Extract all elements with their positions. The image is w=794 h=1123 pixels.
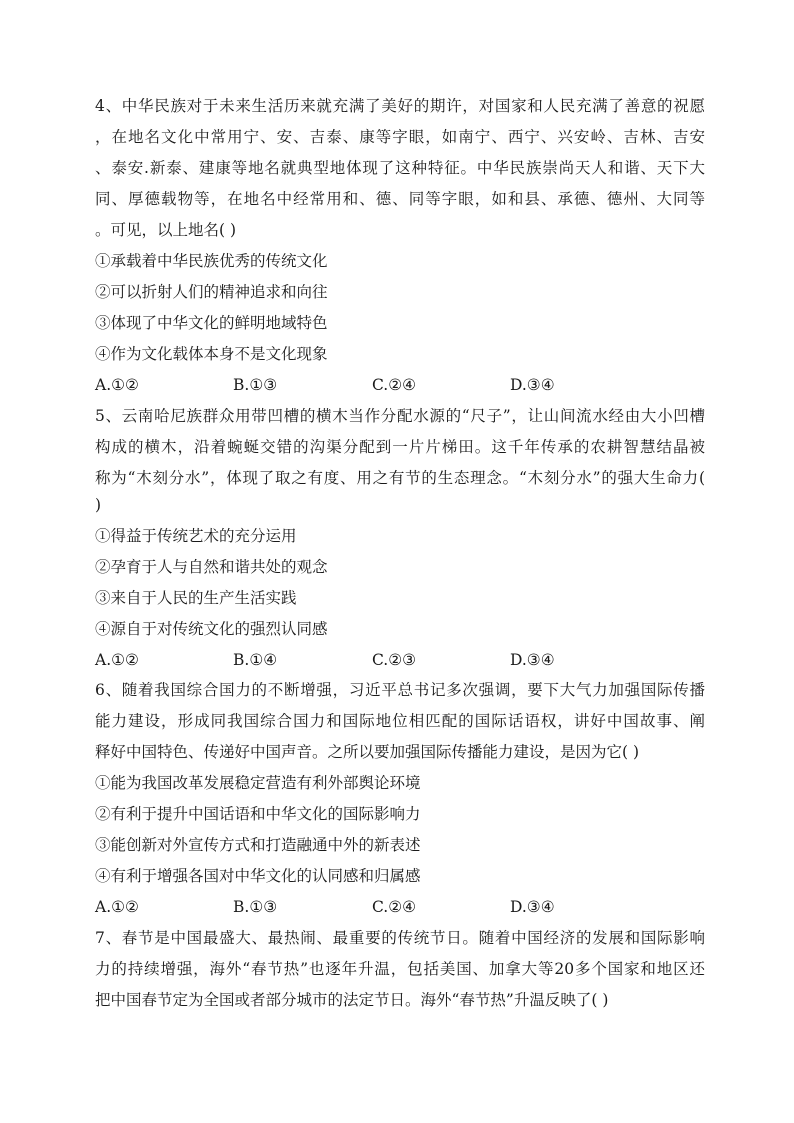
choice-d: D.③④ — [510, 898, 555, 916]
question-4-stem-line-1: 4、中华民族对于未来生活历来就充满了美好的期许，对国家和人民充满了善意的祝愿 — [95, 97, 705, 115]
question-4-option-2: ②可以折射人们的精神追求和向往 — [95, 283, 328, 301]
question-5-stem-line-4: ) — [95, 496, 102, 514]
question-6-option-1: ①能为我国改革发展稳定营造有利外部舆论环境 — [95, 774, 421, 792]
question-5-stem-line-2: 构成的横木，沿着蜿蜒交错的沟渠分配到一片片梯田。这千年传承的农耕智慧结晶被 — [95, 438, 705, 456]
choice-d: D.③④ — [510, 376, 555, 394]
question-4-stem-line-4: 同、厚德载物等，在地名中经常用和、德、同等字眼，如和县、承德、德州、大同等 — [95, 190, 705, 208]
question-4-option-4: ④作为文化载体本身不是文化现象 — [95, 345, 328, 363]
choice-a: A.①② — [95, 898, 139, 916]
question-5-choices — [95, 650, 705, 670]
choice-b: B.①③ — [233, 898, 278, 916]
question-6-choices — [95, 897, 705, 917]
choice-b: B.①③ — [233, 376, 278, 394]
question-6-option-3: ③能创新对外宣传方式和打造融通中外的新表述 — [95, 836, 421, 854]
question-5-option-1: ①得益于传统艺术的充分运用 — [95, 527, 297, 545]
question-4-stem-line-5: 。可见，以上地名( ) — [95, 221, 237, 239]
choice-b: B.①④ — [233, 651, 278, 669]
question-7-stem-line-1: 7、春节是中国最盛大、最热闹、最重要的传统节日。随着中国经济的发展和国际影响 — [95, 929, 705, 947]
question-4-choices — [95, 375, 705, 395]
question-4-stem-line-2: ，在地名文化中常用宁、安、吉泰、康等字眼，如南宁、西宁、兴安岭、吉林、吉安 — [95, 128, 705, 146]
question-5-option-2: ②孕育于人与自然和谐共处的观念 — [95, 558, 328, 576]
question-6-option-2: ②有利于提升中国话语和中华文化的国际影响力 — [95, 805, 421, 823]
question-5-option-4: ④源自于对传统文化的强烈认同感 — [95, 620, 328, 638]
question-5-option-3: ③来自于人民的生产生活实践 — [95, 589, 297, 607]
question-5-stem-line-1: 5、云南哈尼族群众用带凹槽的横木当作分配水源的“尺子”，让山间流水经由大小凹槽 — [95, 407, 705, 425]
question-4-option-3: ③体现了中华文化的鲜明地域特色 — [95, 314, 328, 332]
choice-c: C.②④ — [372, 376, 417, 394]
choice-a: A.①② — [95, 651, 139, 669]
question-7-stem-line-3: 把中国春节定为全国或者部分城市的法定节日。海外“春节热”升温反映了( ) — [95, 991, 609, 1009]
question-4-stem-line-3: 、泰安.新泰、建康等地名就典型地体现了这种特征。中华民族崇尚天人和谐、天下大 — [95, 159, 705, 177]
choice-d: D.③④ — [510, 651, 555, 669]
question-7-stem-line-2: 力的持续增强，海外“春节热”也逐年升温，包括美国、加拿大等20多个国家和地区还 — [95, 960, 705, 978]
choice-c: C.②④ — [372, 898, 417, 916]
question-5-stem-line-3: 称为“木刻分水”，体现了取之有度、用之有节的生态理念。“木刻分水”的强大生命力( — [95, 469, 705, 487]
question-6-stem-line-2: 能力建设，形成同我国综合国力和国际地位相匹配的国际话语权，讲好中国故事、阐 — [95, 712, 705, 730]
question-4-option-1: ①承载着中华民族优秀的传统文化 — [95, 252, 328, 270]
question-6-stem-line-3: 释好中国特色、传递好中国声音。之所以要加强国际传播能力建设，是因为它( ) — [95, 743, 640, 761]
question-6-stem-line-1: 6、随着我国综合国力的不断增强，习近平总书记多次强调，要下大气力加强国际传播 — [95, 681, 705, 699]
choice-c: C.②③ — [372, 651, 417, 669]
choice-a: A.①② — [95, 376, 139, 394]
question-6-option-4: ④有利于增强各国对中华文化的认同感和归属感 — [95, 867, 421, 885]
